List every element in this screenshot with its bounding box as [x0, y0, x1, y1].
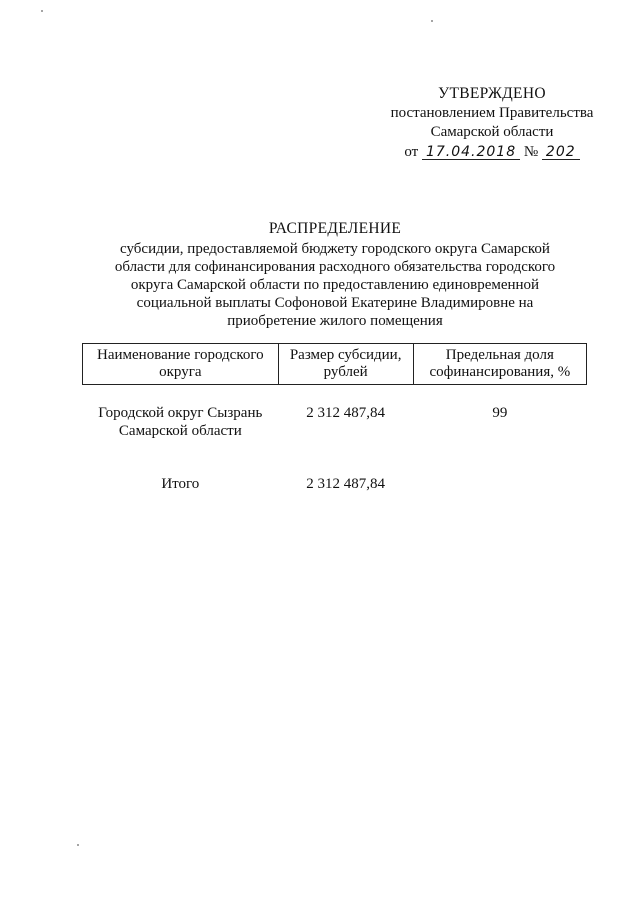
header-share: Предельная доля софинансирования, % [413, 344, 586, 385]
distribution-table [82, 343, 587, 494]
subtitle-line: приобретение жилого помещения [227, 313, 443, 329]
table-spacer [83, 385, 587, 406]
scan-speck [77, 844, 79, 846]
approval-stamp [372, 84, 612, 165]
handwritten-date: 17.04.2018 [422, 145, 520, 160]
header-amount: Размер субсидии, рублей [278, 344, 413, 385]
document-title: РАСПРЕДЕЛЕНИЕ [268, 220, 402, 237]
header-district: Наименование городского округа [83, 344, 279, 385]
cell-share: 99 [492, 405, 508, 421]
subtitle-line: округа Самарской области по предоставлению единовременной [130, 277, 540, 293]
total-amount: 2 312 487,84 [306, 476, 386, 492]
table-row [83, 405, 587, 440]
document-subtitle [80, 240, 590, 330]
total-label: Итого [161, 476, 200, 492]
date-prefix: от [404, 143, 419, 160]
scan-speck [431, 20, 433, 22]
number-sign: № [523, 143, 539, 160]
approval-line-2: Самарской области [430, 124, 554, 140]
handwritten-number: 202 [542, 145, 580, 160]
total-row [83, 476, 587, 494]
cell-district: Городской округ Сызрань Самарской области [98, 405, 263, 439]
approval-line-1: постановлением Правительства [390, 104, 594, 121]
approval-heading: УТВЕРЖДЕНО [438, 85, 546, 102]
approval-reference [372, 143, 612, 165]
table-header-row [83, 344, 587, 385]
table-spacer [83, 440, 587, 476]
subtitle-line: социальной выплаты Софоновой Екатерине Владимировне на [136, 295, 534, 311]
subtitle-line: области для софинансирования расходного обязательства городского [114, 259, 556, 275]
scan-speck [41, 10, 43, 12]
cell-amount: 2 312 487,84 [306, 405, 386, 421]
subtitle-line: субсидии, предоставляемой бюджету городского округа Самарской [120, 241, 550, 257]
